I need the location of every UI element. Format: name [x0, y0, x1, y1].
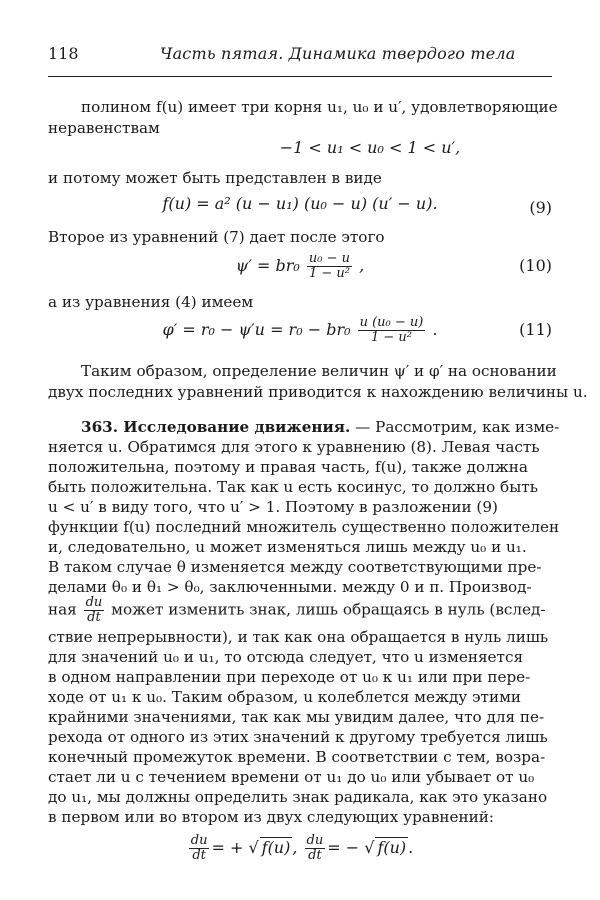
text-line: Второе из уравнений (7) дает после этого	[48, 228, 385, 246]
section-heading-line: 363. Исследование движения. — Рассмотрим, как изме-	[81, 418, 560, 436]
text-line: и, следовательно, u может изменяться лишь между u₀ и u₁.	[48, 538, 527, 556]
text-line: делами θ₀ и θ₁ > θ₀, заключенными. между 0 и π. Производ-	[48, 578, 532, 596]
running-title: Часть пятая. Динамика твердого тела	[160, 44, 516, 63]
text-line: конечный промежуток времени. В соответствии с тем, возра-	[48, 748, 546, 766]
text-line: а из уравнения (4) имеем	[48, 293, 254, 311]
text-line: положительна, поэтому и правая часть, f(u), также должна	[48, 458, 528, 476]
text-line: В таком случае θ изменяется между соответствующими пре-	[48, 558, 542, 576]
equation-number: (11)	[519, 320, 552, 339]
text-line-with-fraction: ная $\frac{du}{dt}$ может изменить знак, лишь обращаясь в нуль (вслед-	[48, 595, 546, 625]
text-line: до u₁, мы должны определить знак радикала, как это указано	[48, 788, 548, 806]
text-line: в первом или во втором из двух следующих уравнений:	[48, 808, 494, 826]
text-line: крайними значениями, так как мы увидим далее, что для пе-	[48, 708, 545, 726]
equation-11: φ′ = r₀ − ψ′u = r₀ − br₀ $\frac{\text{u (u₀ − u)}}{\text{1 − u²}}$ . (11)	[162, 315, 552, 345]
text-line: няется u. Обратимся для этого к уравнению (8). Левая часть	[48, 438, 540, 456]
text-line: неравенствам	[48, 119, 160, 137]
header-rule	[48, 76, 552, 77]
equation-10: ψ′ = br₀ $\frac{\text{u₀ − u}}{\text{1 − u²}}$ , (10)	[235, 251, 552, 281]
page-number: 118	[48, 44, 79, 63]
text-line: рехода от одного из этих значений к другому требуется лишь	[48, 728, 548, 746]
text-line: быть положительна. Так как u есть косинус, то должно быть	[48, 478, 538, 496]
text-line: u < u′ в виду того, что u′ > 1. Поэтому в разложении (9)	[48, 498, 498, 516]
text-line: и потому может быть представлен в виде	[48, 169, 382, 187]
text-line: двух последних уравнений приводится к нахождению величины u.	[48, 383, 588, 401]
text-line: полином f(u) имеет три корня u₁, u₀ и u′, удовлетворяющие	[81, 98, 558, 116]
equation-number: (9)	[529, 198, 552, 217]
page-header	[48, 44, 552, 70]
text-line: функции f(u) последний множитель существенно положителен	[48, 518, 560, 536]
equation-9: f(u) = a² (u − u₁) (u₀ − u) (u′ − u). (9)	[162, 194, 552, 217]
radical-equations: $\frac{du}{dt}$ = + √ f(u) , $\frac{du}{dt}$ = − √ f(u) .	[190, 833, 414, 863]
text-line: Таким образом, определение величин ψ′ и φ′ на основании	[81, 362, 557, 380]
text-line: стает ли u с течением времени от u₁ до u₀ или убывает от u₀	[48, 768, 535, 786]
section-heading: 363. Исследование движения.	[81, 418, 351, 436]
equation-number: (10)	[519, 256, 552, 275]
du-dt-fraction: $\frac{du}{dt}$	[85, 595, 103, 625]
inequality-formula: −1 < u₁ < u₀ < 1 < u′,	[279, 138, 461, 157]
text-line: для значений u₀ и u₁, то отсюда следует, что u изменяется	[48, 648, 524, 666]
text-line: в одном направлении при переходе от u₀ к u₁ или при пере-	[48, 668, 531, 686]
text-line: ходе от u₁ к u₀. Таким образом, u колеблется между этими	[48, 688, 522, 706]
text-line: ствие непрерывности), и так как она обращается в нуль лишь	[48, 628, 549, 646]
